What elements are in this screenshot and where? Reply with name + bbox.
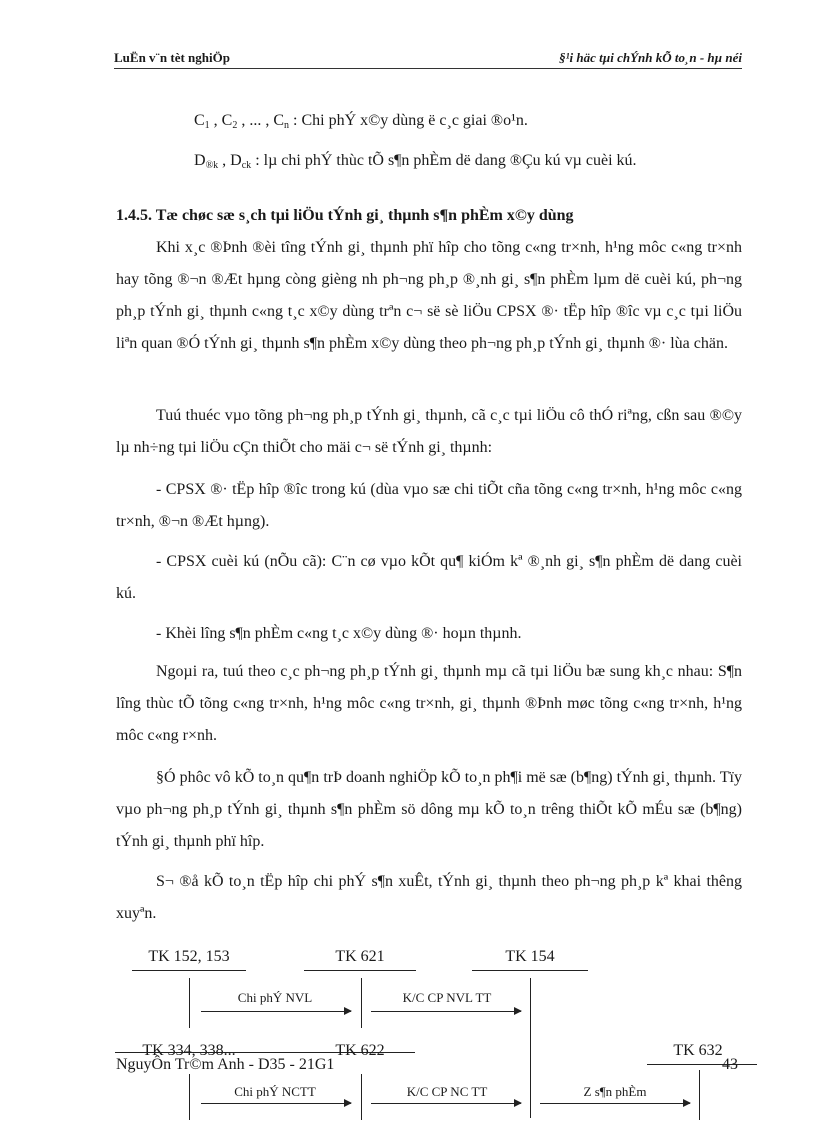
paragraph-3: - CPSX ®· tËp hîp ®îc trong kú (dùa vµo sæ chi tiÕt cña tõng c«ng tr×nh, h¹ng môc c«ng tr×nh, ®¬n ®Æt hµng). — [116, 481, 742, 530]
arrow-label-kc-nc: K/C CP NC TT — [406, 1084, 488, 1099]
header-rule — [114, 68, 742, 69]
symbol-c1: C — [194, 112, 205, 129]
subscript-dk: ®k — [205, 160, 219, 171]
running-header-left: LuËn v¨n tèt nghiÖp — [114, 50, 230, 65]
arrow-label-z: Z s¶n phÈm — [583, 1084, 647, 1099]
symbol-d1: D — [194, 152, 206, 169]
symbol-d2: D — [230, 152, 242, 169]
subscript-2: 2 — [232, 120, 238, 131]
arrow-z — [540, 1103, 690, 1104]
tk154-vertical-line — [530, 978, 531, 1118]
account-underline — [472, 970, 588, 971]
subscript-n: n — [284, 120, 290, 131]
section-heading: 1.4.5. Tæ chøc sæ s¸ch tµi liÖu tÝnh gi¸ thµnh s¶n phÈm x©y dùng — [116, 207, 574, 224]
definition-c-text: : Chi phÝ x©y dùng ë c¸c giai ®o¹n. — [293, 112, 528, 129]
account-tk621: TK 621 — [335, 948, 385, 965]
arrow-ncct — [201, 1103, 351, 1104]
account-tk334: TK 334, 338... — [142, 1042, 236, 1059]
account-tk152: TK 152, 153 — [148, 948, 230, 965]
paragraph-6: Ngoµi ra, tuú theo c¸c ph¬ng ph¸p tÝnh gi¸ thµnh mµ cã tµi liÖu bæ sung kh¸c nhau: S¶n lîng thùc tÕ tõng c«ng tr×nh, h¹ng môc c«ng tr×nh, gi¸ thµnh ®Þnh møc tõng c«ng tr×nh, h¹ng môc c«ng r×nh. — [116, 663, 742, 744]
arrow-label-ncct: Chi phÝ NCTT — [234, 1084, 316, 1099]
definition-d: $D_{®k}$ , $D_{ck}$ : lµ chi phÝ thùc tÕ s¶n phÈm dë dang ®Çu kú vµ cuèi kú. — [194, 152, 637, 171]
running-header-right: §¹i häc tµi chÝnh kÕ to¸n - hµ néi — [559, 50, 742, 65]
definition-c: $C_1$ , $C_2$ , ... , $C_n$ : Chi phÝ x©y dùng ë c¸c giai ®o¹n. — [194, 112, 528, 131]
tk334-vertical-line — [189, 1074, 190, 1120]
arrow-kc-nvl — [371, 1011, 521, 1012]
account-tk632: TK 632 — [673, 1042, 723, 1059]
page-number: 43 — [722, 1056, 738, 1073]
ellipsis: , ... , — [241, 112, 274, 129]
tk622-vertical-line — [361, 1074, 362, 1120]
paragraph-7: §Ó phôc vô kÕ to¸n qu¶n trÞ doanh nghiÖp kÕ to¸n ph¶i më sæ (b¶ng) tÝnh gi¸ thµnh. Tïy vµo ph¬ng ph¸p tÝnh gi¸ thµnh s¶n phÈm sö dông mµ kÕ to¸n trêng thiÕt kÕ mÉu sæ (b¶ng) tÝnh gi¸ thµnh phï hîp. — [116, 769, 742, 850]
tk152-vertical-line — [189, 978, 190, 1028]
account-tk622: TK 622 — [335, 1042, 385, 1059]
subscript-ck: ck — [241, 160, 252, 171]
symbol-c2: C — [221, 112, 233, 129]
account-tk154: TK 154 — [505, 948, 555, 965]
paragraph-5: - Khèi lîng s¶n phÈm c«ng t¸c x©y dùng ®· hoµn thµnh. — [156, 625, 522, 642]
paragraph-4: - CPSX cuèi kú (nÕu cã): C¨n cø vµo kÕt qu¶ kiÓm kª ®¸nh gi¸ s¶n phÈm dë dang cuèi kú. — [116, 553, 742, 602]
arrow-kc-nc — [371, 1103, 521, 1104]
definition-d-text: : lµ chi phÝ thùc tÕ s¶n phÈm dë dang ®Çu kú vµ cuèi kú. — [255, 152, 637, 169]
subscript-1: 1 — [204, 120, 210, 131]
paragraph-1: Khi x¸c ®Þnh ®èi tîng tÝnh gi¸ thµnh phï hîp cho tõng c«ng tr×nh, h¹ng môc c«ng tr×nh hay tõng ®¬n ®Æt hµng còng gièng nh ph¬ng ph¸p ®¸nh gi¸ s¶n phÈm lµm dë cuèi kú, ph¬ng ph¸p tÝnh gi¸ thµnh c«ng t¸c x©y dùng trªn c¬ së sè liÖu CPSX ®· tËp hîp ®îc vµ c¸c tµi liÖu liªn quan ®Ó tÝnh gi¸ thµnh s¶n phÈm x©y dùng theo ph¬ng ph¸p tÝnh gi¸ thµnh ®· lùa chän. — [116, 239, 742, 352]
account-underline — [647, 1064, 757, 1065]
paragraph-8: S¬ ®å kÕ to¸n tËp hîp chi phÝ s¶n xuÊt, tÝnh gi¸ thµnh theo ph¬ng ph¸p kª khai thêng xuyªn. — [116, 873, 742, 922]
account-underline — [132, 970, 246, 971]
account-underline — [304, 970, 416, 971]
tk621-vertical-line — [361, 978, 362, 1028]
tk632-vertical-line — [699, 1070, 700, 1120]
footer-author: NguyÔn Tr©m Anh - D35 - 21G1 — [116, 1056, 335, 1073]
paragraph-2: Tuú thuéc vµo tõng ph¬ng ph¸p tÝnh gi¸ thµnh, cã c¸c tµi liÖu cô thÓ riªng, cßn sau ®©y lµ nh÷ng tµi liÖu cÇn thiÕt cho mäi c¬ së tÝnh gi¸ thµnh: — [116, 407, 742, 456]
arrow-label-nvl: Chi phÝ NVL — [237, 990, 313, 1005]
arrow-nvl — [201, 1011, 351, 1012]
symbol-cn: C — [273, 112, 285, 129]
arrow-label-kc-nvl: K/C CP NVL TT — [402, 990, 492, 1005]
